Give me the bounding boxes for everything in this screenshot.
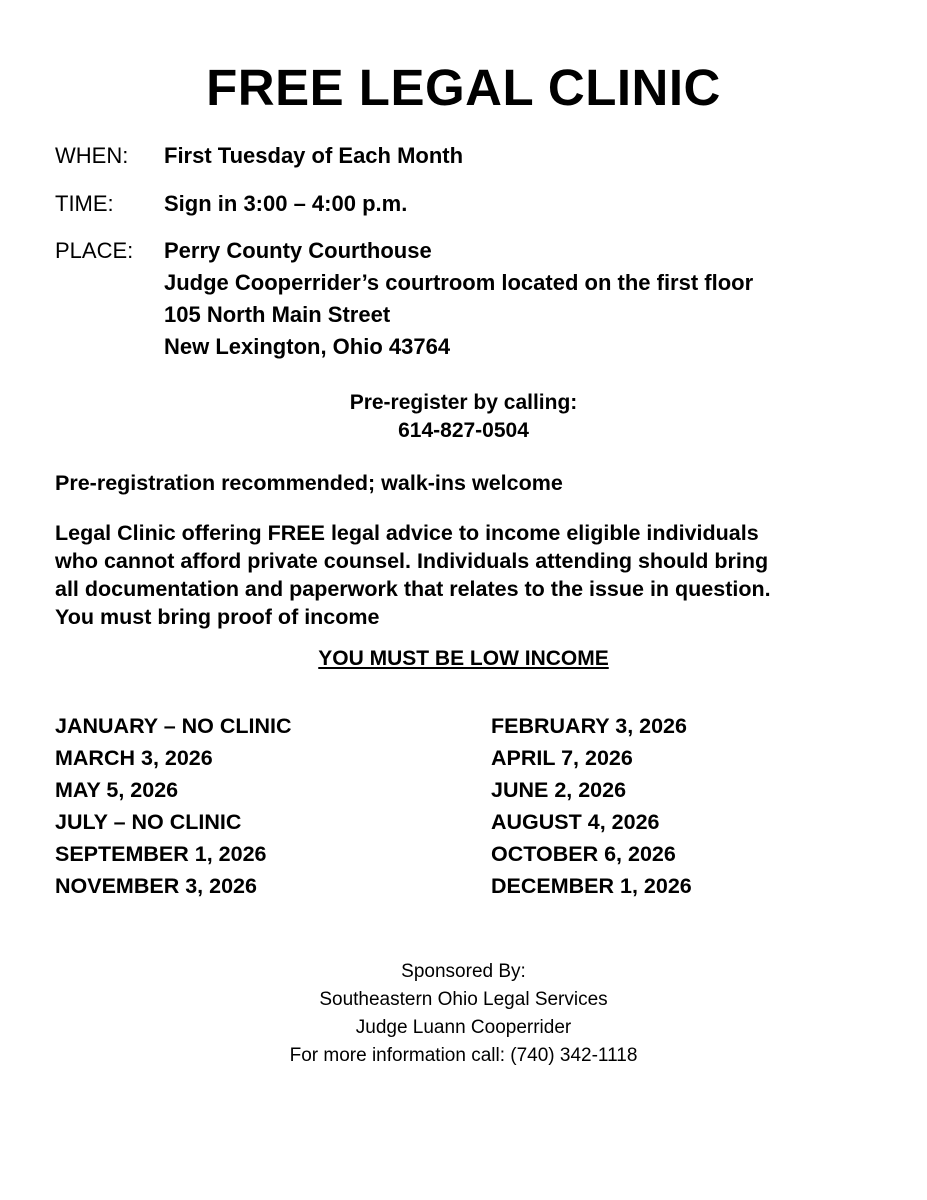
date-item: DECEMBER 1, 2026 bbox=[491, 874, 692, 898]
low-income-notice: YOU MUST BE LOW INCOME bbox=[318, 647, 609, 670]
when-label: WHEN: bbox=[55, 143, 129, 168]
place-line: Judge Cooperrider’s courtroom located on the first floor bbox=[164, 270, 754, 295]
date-item: FEBRUARY 3, 2026 bbox=[491, 714, 687, 738]
date-item: OCTOBER 6, 2026 bbox=[491, 842, 676, 866]
sponsor-block bbox=[0, 958, 927, 1070]
sponsor-heading: Sponsored By: bbox=[401, 961, 526, 982]
date-item: SEPTEMBER 1, 2026 bbox=[55, 842, 267, 866]
description-line: who cannot afford private counsel. Individuals attending should bring bbox=[55, 549, 769, 573]
preregister-phone: 614-827-0504 bbox=[398, 419, 529, 442]
time-label: TIME: bbox=[55, 191, 114, 216]
description-line: Legal Clinic offering FREE legal advice to income eligible individuals bbox=[55, 521, 759, 545]
clinic-dates bbox=[55, 710, 855, 902]
place-line: 105 North Main Street bbox=[164, 302, 391, 327]
sponsor-org: Southeastern Ohio Legal Services bbox=[319, 989, 608, 1010]
sponsor-judge: Judge Luann Cooperrider bbox=[355, 1017, 572, 1038]
date-item: NOVEMBER 3, 2026 bbox=[55, 874, 257, 898]
preregister-text: Pre-register by calling: bbox=[349, 391, 578, 414]
description-line: all documentation and paperwork that relates to the issue in question. bbox=[55, 577, 771, 601]
page-title: FREE LEGAL CLINIC bbox=[206, 59, 721, 116]
date-item: JANUARY – NO CLINIC bbox=[55, 714, 292, 738]
walkins-note: Pre-registration recommended; walk-ins welcome bbox=[55, 471, 563, 495]
date-item: AUGUST 4, 2026 bbox=[491, 810, 660, 834]
place-line: New Lexington, Ohio 43764 bbox=[164, 334, 451, 359]
place-address bbox=[164, 235, 753, 363]
date-item: MAY 5, 2026 bbox=[55, 778, 179, 802]
date-item: JUNE 2, 2026 bbox=[491, 778, 627, 802]
place-line: Perry County Courthouse bbox=[164, 238, 432, 263]
sponsor-info: For more information call: (740) 342-1118 bbox=[289, 1045, 638, 1066]
clinic-description bbox=[55, 519, 895, 631]
date-item: JULY – NO CLINIC bbox=[55, 810, 242, 834]
time-value: Sign in 3:00 – 4:00 p.m. bbox=[164, 191, 408, 216]
description-line: You must bring proof of income bbox=[55, 605, 380, 629]
date-item: MARCH 3, 2026 bbox=[55, 746, 213, 770]
preregister-block bbox=[0, 389, 927, 445]
date-item: APRIL 7, 2026 bbox=[491, 746, 633, 770]
when-value: First Tuesday of Each Month bbox=[164, 143, 464, 168]
place-label: PLACE: bbox=[55, 238, 134, 263]
